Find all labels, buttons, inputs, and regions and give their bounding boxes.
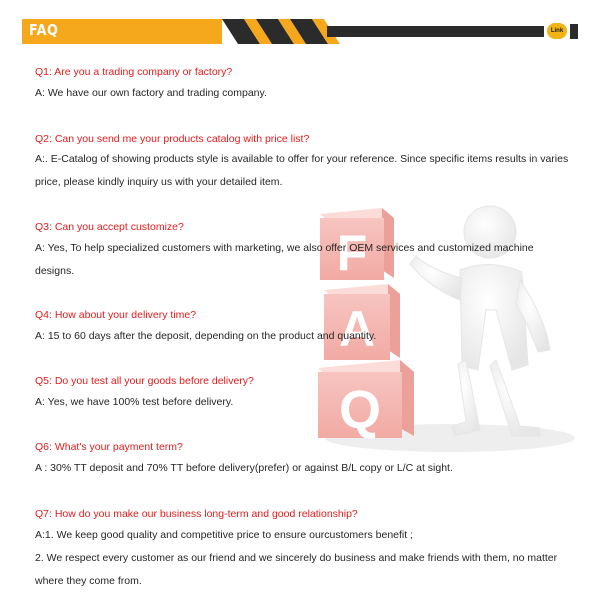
faq-answer-6: A : 30% TT deposit and 70% TT before delivery(prefer) or against B/L copy or L/C at sight. [35,462,453,474]
faq-question-2: Q2: Can you send me your products catalog with price list? [35,133,310,145]
page-title: FAQ [29,21,59,39]
brand-logo: Link [547,23,567,39]
cube-letter-f: F [336,225,368,281]
faq-answer-4: A: 15 to 60 days after the deposit, depending on the product and quantity. [35,330,377,342]
faq-answer-1: A: We have our own factory and trading company. [35,87,267,99]
faq-answer-7-point-1: A:1. We keep good quality and competitive price to ensure ourcustomers benefit ; [35,529,414,541]
faq-question-1: Q1: Are you a trading company or factory? [35,66,233,78]
faq-question-3: Q3: Can you accept customize? [35,221,184,233]
faq-question-7: Q7: How do you make our business long-term and good relationship? [35,508,358,520]
header-stripes-graphic [22,19,578,44]
faq-answer-5: A: Yes, we have 100% test before delivery. [35,396,234,408]
faq-header-bar [22,19,578,44]
header-end-block [570,24,578,39]
cube-letter-q: Q [338,380,382,440]
faq-question-6: Q6: What's your payment term? [35,441,183,453]
faq-answer-2: A:. E-Catalog of showing products style is available to offer for your reference. Since specific items results in varies price, please kindly inquiry us with your detailed item. [35,153,569,188]
faq-question-4: Q4: How about your delivery time? [35,309,197,321]
faq-answer-7-point-2: 2. We respect every customer as our friend and we sincerely do business and make friends with them, no matter where they come from. [35,552,558,587]
cube-a [324,284,400,360]
faq-answer-3: A: Yes, To help specialized customers with marketing, we also offer OEM services and customized machine designs. [35,242,534,277]
faq-question-5: Q5: Do you test all your goods before delivery? [35,375,254,387]
cube-letter-a: A [338,301,376,357]
